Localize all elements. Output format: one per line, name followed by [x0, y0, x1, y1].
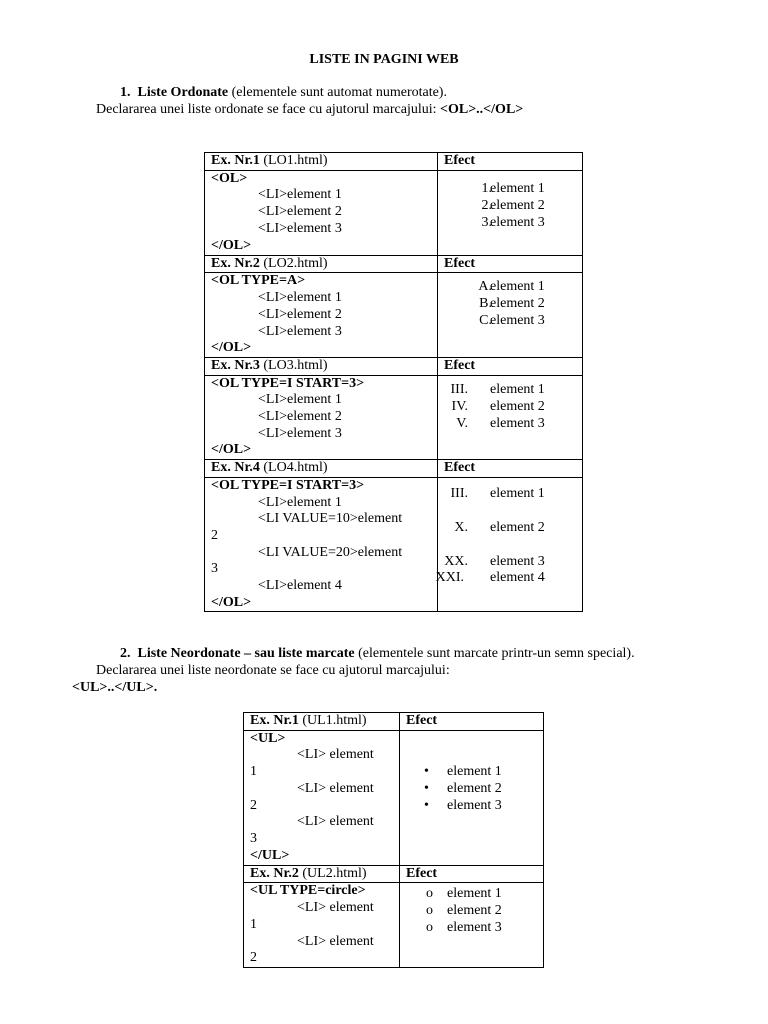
code-line: </OL>: [211, 237, 252, 253]
ul-ex2-effect: [400, 883, 544, 968]
bullet-icon: •: [424, 763, 429, 779]
code-line: Ex. Nr.2: [211, 255, 260, 271]
ol-ex1-effect: [438, 170, 583, 255]
bullet-icon: •: [424, 780, 429, 796]
ol-ex3-header-row: [205, 357, 583, 375]
ol-ex4-effect: [435, 477, 583, 612]
list-item: element 1: [490, 279, 545, 295]
list-item: element 1: [490, 180, 545, 196]
ol-examples-table: [204, 152, 583, 612]
ol-ex3-effect: [438, 375, 583, 460]
ol-ex1-effect-header: Efect: [438, 153, 583, 171]
ul-ex2-code: [244, 883, 400, 968]
code-line: <LI>element 1: [258, 494, 342, 510]
code-line: <LI VALUE=10>element: [258, 511, 403, 527]
list-item: element 1: [447, 763, 502, 779]
code-line: <LI>element 3: [258, 425, 342, 441]
code-line: <LI> element: [297, 814, 374, 830]
list-marker: V.: [456, 415, 468, 431]
ol-ex2-row: [205, 273, 583, 358]
ul-ex1-header-row: [244, 713, 544, 731]
ol-ex2-code: [205, 273, 438, 358]
section1-heading: Liste Ordonate: [137, 85, 229, 100]
code-line: Ex. Nr.3: [211, 357, 260, 373]
section2-note: (elementele sunt marcate printr-un semn special).: [354, 646, 635, 661]
code-line: <LI>element 1: [258, 187, 342, 203]
code-line: 3: [250, 830, 257, 846]
code-line: Ex. Nr.2: [250, 865, 299, 881]
ol-ex4-code: [205, 477, 438, 612]
section2-number: 2.: [120, 646, 131, 661]
code-line: </OL>: [211, 340, 252, 356]
list-item: element 3: [447, 797, 502, 813]
ul-ex2-header-row: [244, 865, 544, 883]
list-marker: XX.: [444, 553, 468, 569]
code-line: <LI>element 3: [258, 220, 342, 236]
code-line: <LI>element 1: [258, 392, 342, 408]
circle-bullet-icon: o: [426, 886, 433, 902]
code-line: 2: [211, 527, 218, 543]
ol-ex4-row: [205, 477, 583, 612]
section2-heading-line: [120, 646, 635, 662]
code-line: <LI> element: [297, 780, 374, 796]
ol-ex3-code: [205, 375, 438, 460]
code-line: (LO1.html): [259, 153, 328, 168]
list-item: element 2: [447, 903, 502, 919]
section2-heading: Liste Neordonate – sau liste marcate: [137, 646, 355, 661]
list-marker: A.: [478, 279, 492, 295]
list-item: element 1: [490, 381, 545, 397]
list-item: element 2: [490, 398, 545, 414]
section2-tag: <UL>..</UL>.: [72, 680, 158, 695]
code-line: <UL TYPE=circle>: [250, 883, 366, 899]
ol-ex4-header-row: [205, 460, 583, 478]
code-line: <LI VALUE=20>element: [258, 544, 403, 560]
section1-note: (elementele sunt automat numerotate).: [228, 85, 447, 100]
list-item: element 2: [490, 296, 545, 312]
code-line: <OL TYPE=I START=3>: [211, 477, 365, 493]
code-line: <UL>: [250, 730, 286, 746]
list-marker: 3.: [481, 214, 492, 230]
section1-intro-line: [96, 102, 523, 118]
code-line: <LI>element 1: [258, 290, 342, 306]
ol-ex1-header-row: [205, 153, 583, 171]
code-line: Ex. Nr.4: [211, 460, 260, 476]
ol-ex1-code: [205, 170, 438, 255]
code-line: 1: [250, 764, 257, 780]
list-item: element 2: [447, 780, 502, 796]
code-line: <LI> element: [297, 900, 374, 916]
list-item: element 3: [490, 214, 545, 230]
list-marker: X.: [454, 519, 468, 535]
ol-ex2-effect: [438, 273, 583, 358]
code-line: </OL>: [211, 594, 252, 610]
code-line: (UL1.html): [298, 713, 367, 728]
list-item: element 3: [490, 553, 545, 569]
code-line: Ex. Nr.1: [250, 713, 299, 728]
list-marker: III.: [450, 381, 468, 397]
list-item: element 3: [490, 313, 545, 329]
code-line: <LI>element 3: [258, 323, 342, 339]
page-title: LISTE IN PAGINI WEB: [309, 52, 459, 67]
code-line: (LO4.html): [259, 460, 328, 476]
ol-ex1-row: [205, 170, 583, 255]
code-line: Ex. Nr.1: [211, 153, 260, 168]
section2-intro: Declararea unei liste neordonate se face cu ajutorul marcajului:: [96, 663, 450, 678]
circle-bullet-icon: o: [426, 903, 433, 919]
code-line: (UL2.html): [298, 865, 367, 881]
ol-ex4-title: [205, 460, 438, 478]
code-line: <OL TYPE=I START=3>: [211, 375, 365, 391]
list-item: element 1: [490, 485, 545, 501]
list-marker: III.: [450, 485, 468, 501]
ul-ex1-effect-header: Efect: [400, 713, 544, 731]
code-line: </UL>: [250, 847, 290, 863]
code-line: <LI>element 2: [258, 204, 342, 220]
code-line: 2: [250, 950, 257, 966]
list-marker: 2.: [481, 197, 492, 213]
section1-intro: Declararea unei liste ordonate se face cu ajutorul marcajului:: [96, 102, 440, 117]
section1-heading-line: [120, 85, 447, 101]
code-line: (LO3.html): [259, 357, 328, 373]
ol-ex2-effect-header: Efect: [438, 255, 583, 273]
ol-ex2-title: [205, 255, 438, 273]
ul-ex1-effect: [400, 730, 544, 865]
ol-ex4-effect-header: Efect: [438, 460, 583, 478]
ul-ex2-row: [244, 883, 544, 968]
ol-ex2-header-row: [205, 255, 583, 273]
list-marker: C.: [479, 313, 492, 329]
code-line: <LI> element: [297, 933, 374, 949]
list-marker: IV.: [451, 398, 468, 414]
code-line: 1: [250, 916, 257, 932]
code-line: 2: [250, 797, 257, 813]
list-item: element 3: [447, 920, 502, 936]
ul-ex2-effect-header: Efect: [400, 865, 544, 883]
ul-ex1-title: [244, 713, 400, 731]
section1-number: 1.: [120, 85, 131, 100]
bullet-icon: •: [424, 797, 429, 813]
code-line: <LI>element 2: [258, 409, 342, 425]
ul-ex2-title: [244, 865, 400, 883]
ol-ex3-row: [205, 375, 583, 460]
code-line: <OL TYPE=A>: [211, 273, 306, 289]
code-line: 3: [211, 561, 218, 577]
list-item: element 2: [490, 197, 545, 213]
code-line: <LI>element 2: [258, 306, 342, 322]
code-line: (LO2.html): [259, 255, 328, 271]
list-item: element 4: [490, 569, 545, 585]
list-item: element 1: [447, 886, 502, 902]
code-line: <OL>: [211, 170, 248, 186]
ul-examples-table: [243, 712, 544, 968]
code-line: </OL>: [211, 442, 252, 458]
code-line: <LI> element: [297, 747, 374, 763]
code-line: <LI>element 4: [258, 578, 342, 594]
ul-ex1-row: [244, 730, 544, 865]
ol-ex3-effect-header: Efect: [438, 357, 583, 375]
list-marker: XXI.: [435, 569, 464, 585]
ul-ex1-code: [244, 730, 400, 865]
list-item: element 2: [490, 519, 545, 535]
ol-ex3-title: [205, 357, 438, 375]
circle-bullet-icon: o: [426, 920, 433, 936]
list-item: element 3: [490, 415, 545, 431]
list-marker: B.: [479, 296, 492, 312]
section1-tag: <OL>..</OL>: [440, 102, 524, 117]
ol-ex1-title: [205, 153, 438, 171]
list-marker: 1.: [481, 180, 492, 196]
